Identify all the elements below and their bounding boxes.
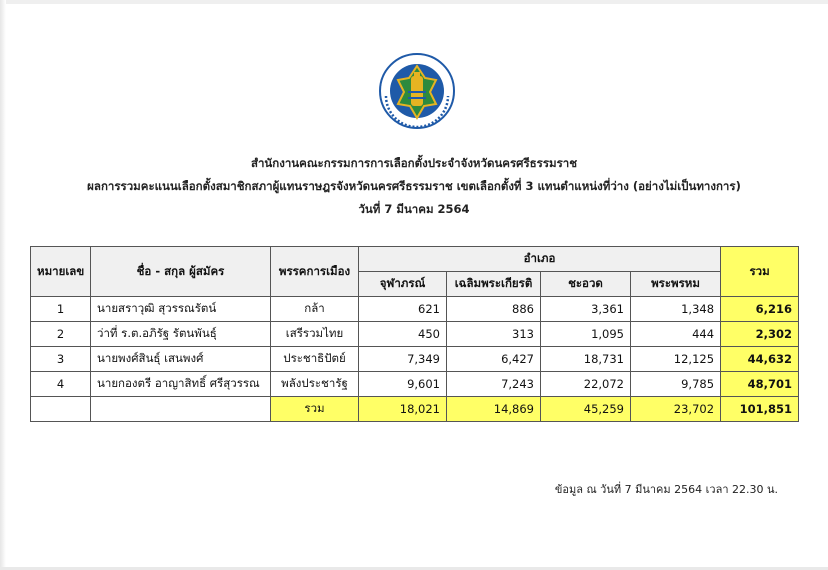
candidate-number: 2: [31, 322, 91, 347]
district-header: พระพรหม: [631, 272, 721, 297]
table-row: [31, 297, 799, 322]
vote-total: 2,302: [721, 322, 799, 347]
vote-count: 22,072: [541, 372, 631, 397]
candidate-name: นายสราวุฒิ สุวรรณรัตน์: [91, 297, 271, 322]
col-party-header: พรรคการเมือง: [271, 247, 359, 297]
results-table: [30, 246, 799, 422]
vote-count: 886: [447, 297, 541, 322]
vote-count: 444: [631, 322, 721, 347]
col-number-header: หมายเลข: [31, 247, 91, 297]
vote-count: 6,427: [447, 347, 541, 372]
candidate-number: 1: [31, 297, 91, 322]
candidate-party: เสรีรวมไทย: [271, 322, 359, 347]
sum-label: รวม: [271, 397, 359, 422]
page-top-edge: [0, 0, 828, 4]
page-left-edge: [0, 0, 6, 570]
candidate-party: กล้า: [271, 297, 359, 322]
vote-count: 1,348: [631, 297, 721, 322]
district-header: ชะอวด: [541, 272, 631, 297]
vote-count: 9,785: [631, 372, 721, 397]
header-office: สำนักงานคณะกรรมการการเลือกตั้งประจำจังหวัดนครศรีธรรมราช: [250, 156, 578, 170]
candidate-number: 3: [31, 347, 91, 372]
vote-count: 7,243: [447, 372, 541, 397]
vote-total: 6,216: [721, 297, 799, 322]
col-district-group-header: อำเภอ: [359, 247, 721, 272]
vote-total: 44,632: [721, 347, 799, 372]
vote-count: 12,125: [631, 347, 721, 372]
vote-total: 48,701: [721, 372, 799, 397]
sum-empty-cell: [91, 397, 271, 422]
district-header: เฉลิมพระเกียรติ: [447, 272, 541, 297]
sum-empty-cell: [31, 397, 91, 422]
col-total-header: รวม: [721, 247, 799, 297]
vote-count: 9,601: [359, 372, 447, 397]
sum-row: [31, 397, 799, 422]
sum-value: 45,259: [541, 397, 631, 422]
ect-emblem-icon: [378, 52, 456, 130]
vote-count: 18,731: [541, 347, 631, 372]
grand-total: 101,851: [721, 397, 799, 422]
sum-value: 23,702: [631, 397, 721, 422]
candidate-name: ว่าที่ ร.ต.อภิรัฐ รัตนพันธุ์: [91, 322, 271, 347]
header-row: [31, 247, 799, 272]
district-header: จุฬาภรณ์: [359, 272, 447, 297]
vote-count: 3,361: [541, 297, 631, 322]
table-row: [31, 347, 799, 372]
table-row: [31, 322, 799, 347]
vote-count: 313: [447, 322, 541, 347]
candidate-name: นายกองตรี อาญาสิทธิ์ ศรีสุวรรณ: [91, 372, 271, 397]
data-timestamp-note: ข้อมูล ณ วันที่ 7 มีนาคม 2564 เวลา 22.30 น.: [554, 483, 778, 496]
header-date: วันที่ 7 มีนาคม 2564: [358, 202, 470, 216]
candidate-party: พลังประชารัฐ: [271, 372, 359, 397]
candidate-name: นายพงศ์สินธุ์ เสนพงศ์: [91, 347, 271, 372]
vote-count: 1,095: [541, 322, 631, 347]
header-title: ผลการรวมคะแนนเลือกตั้งสมาชิกสภาผู้แทนราษฎรจังหวัดนครศรีธรรมราช เขตเลือกตั้งที่ 3 แทนตำแหน่งที่ว่าง (อย่างไม่เป็นทางการ): [87, 179, 741, 193]
sum-value: 18,021: [359, 397, 447, 422]
sum-value: 14,869: [447, 397, 541, 422]
vote-count: 7,349: [359, 347, 447, 372]
col-name-header: ชื่อ - สกุล ผู้สมัคร: [91, 247, 271, 297]
table-row: [31, 372, 799, 397]
vote-count: 621: [359, 297, 447, 322]
candidate-number: 4: [31, 372, 91, 397]
candidate-party: ประชาธิปัตย์: [271, 347, 359, 372]
vote-count: 450: [359, 322, 447, 347]
